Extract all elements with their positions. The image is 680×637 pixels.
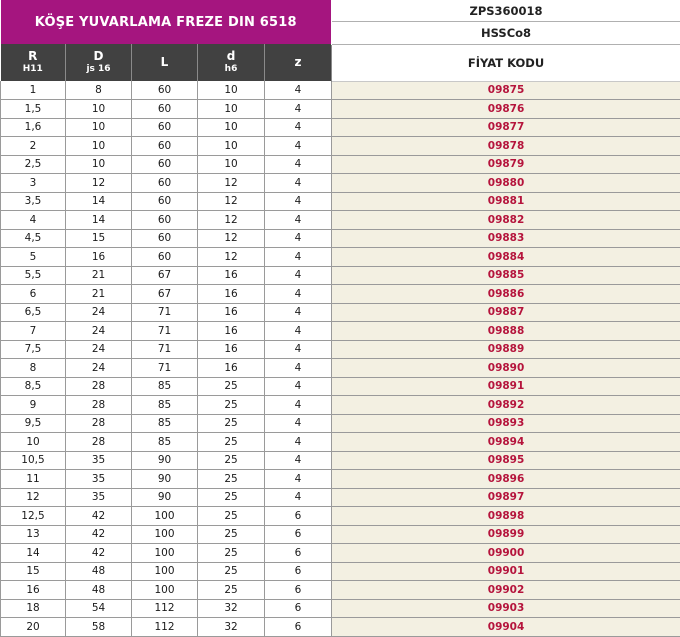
cell-z: 6	[265, 507, 332, 526]
cell-r: 4,5	[1, 229, 66, 248]
cell-z: 4	[265, 229, 332, 248]
table-row	[1, 100, 680, 119]
cell-d-big: 35	[66, 488, 132, 507]
cell-price-code: 09889	[332, 340, 680, 359]
cell-r: 4	[1, 211, 66, 230]
cell-z: 4	[265, 433, 332, 452]
cell-z: 6	[265, 599, 332, 618]
cell-l: 90	[132, 470, 198, 489]
cell-z: 6	[265, 525, 332, 544]
cell-z: 6	[265, 581, 332, 600]
cell-r: 3,5	[1, 192, 66, 211]
cell-d-small: 25	[198, 433, 265, 452]
cell-d-small: 25	[198, 414, 265, 433]
table-row	[1, 488, 680, 507]
cell-r: 12,5	[1, 507, 66, 526]
cell-d-big: 28	[66, 377, 132, 396]
cell-price-code: 09876	[332, 100, 680, 119]
column-header-d-big-main: D	[66, 50, 131, 63]
cell-l: 67	[132, 266, 198, 285]
cell-price-code: 09903	[332, 599, 680, 618]
cell-d-small: 25	[198, 581, 265, 600]
cell-z: 4	[265, 285, 332, 304]
cell-d-small: 16	[198, 285, 265, 304]
cell-d-big: 14	[66, 211, 132, 230]
cell-d-big: 28	[66, 414, 132, 433]
table-row	[1, 544, 680, 563]
cell-d-small: 25	[198, 562, 265, 581]
cell-price-code: 09904	[332, 618, 680, 637]
cell-z: 4	[265, 303, 332, 322]
table-row	[1, 285, 680, 304]
cell-price-code: 09902	[332, 581, 680, 600]
cell-d-small: 12	[198, 211, 265, 230]
cell-d-small: 12	[198, 174, 265, 193]
cell-z: 4	[265, 359, 332, 378]
cell-d-big: 42	[66, 507, 132, 526]
cell-r: 5,5	[1, 266, 66, 285]
cell-price-code: 09886	[332, 285, 680, 304]
cell-r: 1,5	[1, 100, 66, 119]
cell-d-big: 58	[66, 618, 132, 637]
column-header-d-small-sub: h6	[198, 63, 264, 76]
cell-r: 2	[1, 137, 66, 156]
cell-r: 6	[1, 285, 66, 304]
table-row	[1, 340, 680, 359]
cell-r: 15	[1, 562, 66, 581]
cell-l: 60	[132, 81, 198, 100]
cell-d-small: 25	[198, 377, 265, 396]
table-row	[1, 248, 680, 267]
cell-r: 12	[1, 488, 66, 507]
cell-d-small: 25	[198, 488, 265, 507]
cell-d-big: 28	[66, 433, 132, 452]
table-row	[1, 396, 680, 415]
cell-d-small: 25	[198, 470, 265, 489]
cell-d-big: 42	[66, 525, 132, 544]
cell-r: 2,5	[1, 155, 66, 174]
cell-l: 60	[132, 137, 198, 156]
cell-d-big: 10	[66, 118, 132, 137]
column-header-d-small	[198, 44, 265, 81]
cell-l: 85	[132, 396, 198, 415]
table-row	[1, 451, 680, 470]
cell-price-code: 09900	[332, 544, 680, 563]
cell-d-small: 12	[198, 229, 265, 248]
cell-l: 71	[132, 322, 198, 341]
cell-l: 60	[132, 229, 198, 248]
column-header-r-main: R	[1, 50, 66, 63]
cell-price-code: 09899	[332, 525, 680, 544]
cell-r: 8	[1, 359, 66, 378]
cell-r: 10,5	[1, 451, 66, 470]
cell-r: 14	[1, 544, 66, 563]
cell-price-code: 09881	[332, 192, 680, 211]
cell-z: 6	[265, 562, 332, 581]
column-header-r	[1, 44, 66, 81]
cell-price-code: 09897	[332, 488, 680, 507]
cell-d-big: 28	[66, 396, 132, 415]
cell-r: 3	[1, 174, 66, 193]
cell-d-big: 35	[66, 451, 132, 470]
cell-d-small: 12	[198, 248, 265, 267]
cell-l: 85	[132, 433, 198, 452]
cell-d-big: 10	[66, 155, 132, 174]
cell-r: 11	[1, 470, 66, 489]
cell-r: 10	[1, 433, 66, 452]
cell-r: 5	[1, 248, 66, 267]
cell-l: 85	[132, 414, 198, 433]
cell-r: 18	[1, 599, 66, 618]
cell-z: 4	[265, 322, 332, 341]
cell-r: 1	[1, 81, 66, 100]
cell-d-small: 16	[198, 322, 265, 341]
cell-l: 100	[132, 544, 198, 563]
table-row	[1, 118, 680, 137]
cell-d-big: 48	[66, 581, 132, 600]
cell-z: 4	[265, 396, 332, 415]
column-header-d-small-main: d	[198, 50, 264, 63]
table-row	[1, 229, 680, 248]
column-header-r-sub: H11	[1, 63, 66, 76]
cell-price-code: 09898	[332, 507, 680, 526]
cell-l: 60	[132, 192, 198, 211]
cell-d-small: 10	[198, 100, 265, 119]
cell-d-small: 10	[198, 137, 265, 156]
cell-z: 4	[265, 340, 332, 359]
cell-z: 4	[265, 192, 332, 211]
cell-d-small: 25	[198, 396, 265, 415]
cell-price-code: 09885	[332, 266, 680, 285]
column-header-l-main: L	[132, 56, 197, 69]
cell-l: 112	[132, 618, 198, 637]
table-row	[1, 303, 680, 322]
cell-l: 71	[132, 303, 198, 322]
cell-z: 4	[265, 100, 332, 119]
table-row	[1, 137, 680, 156]
table-row	[1, 562, 680, 581]
column-header-l	[132, 44, 198, 81]
cell-l: 90	[132, 451, 198, 470]
table-row	[1, 359, 680, 378]
cell-d-big: 12	[66, 174, 132, 193]
table-row	[1, 155, 680, 174]
cell-z: 4	[265, 118, 332, 137]
column-header-z	[265, 44, 332, 81]
cell-price-code: 09880	[332, 174, 680, 193]
cell-l: 67	[132, 285, 198, 304]
cell-d-big: 54	[66, 599, 132, 618]
cell-d-big: 21	[66, 266, 132, 285]
table-row	[1, 322, 680, 341]
cell-r: 8,5	[1, 377, 66, 396]
cell-d-small: 32	[198, 599, 265, 618]
cell-d-big: 35	[66, 470, 132, 489]
cell-l: 112	[132, 599, 198, 618]
cell-d-small: 25	[198, 525, 265, 544]
table-row	[1, 618, 680, 637]
cell-d-small: 16	[198, 340, 265, 359]
cell-d-small: 16	[198, 359, 265, 378]
cell-d-big: 10	[66, 137, 132, 156]
cell-l: 71	[132, 340, 198, 359]
cell-l: 60	[132, 100, 198, 119]
cell-price-code: 09882	[332, 211, 680, 230]
cell-r: 20	[1, 618, 66, 637]
cell-price-code: 09879	[332, 155, 680, 174]
table-body	[1, 81, 680, 636]
column-header-d-big	[66, 44, 132, 81]
cell-r: 9,5	[1, 414, 66, 433]
cell-l: 71	[132, 359, 198, 378]
cell-price-code: 09894	[332, 433, 680, 452]
table-row	[1, 81, 680, 100]
cell-z: 4	[265, 377, 332, 396]
cell-l: 100	[132, 525, 198, 544]
cell-r: 9	[1, 396, 66, 415]
table-row	[1, 581, 680, 600]
column-header-d-big-sub: js 16	[66, 63, 131, 76]
cell-z: 4	[265, 81, 332, 100]
cell-z: 4	[265, 137, 332, 156]
cell-z: 4	[265, 470, 332, 489]
cell-d-big: 21	[66, 285, 132, 304]
cell-z: 4	[265, 414, 332, 433]
cell-z: 4	[265, 488, 332, 507]
cell-z: 4	[265, 211, 332, 230]
cell-r: 7,5	[1, 340, 66, 359]
table-row	[1, 525, 680, 544]
cell-l: 60	[132, 174, 198, 193]
cell-d-big: 24	[66, 340, 132, 359]
cell-r: 7	[1, 322, 66, 341]
cell-d-small: 32	[198, 618, 265, 637]
table-row	[1, 211, 680, 230]
cell-l: 90	[132, 488, 198, 507]
cell-d-small: 10	[198, 118, 265, 137]
cell-price-code: 09891	[332, 377, 680, 396]
cell-price-code: 09890	[332, 359, 680, 378]
cell-l: 60	[132, 118, 198, 137]
cell-price-code: 09893	[332, 414, 680, 433]
cell-d-small: 10	[198, 81, 265, 100]
cell-l: 100	[132, 581, 198, 600]
cell-price-code: 09875	[332, 81, 680, 100]
cell-z: 4	[265, 266, 332, 285]
cell-d-small: 25	[198, 507, 265, 526]
table-row	[1, 377, 680, 396]
cell-d-big: 24	[66, 303, 132, 322]
cell-d-big: 24	[66, 322, 132, 341]
table-row	[1, 599, 680, 618]
cell-l: 85	[132, 377, 198, 396]
cell-d-small: 10	[198, 155, 265, 174]
table-row	[1, 174, 680, 193]
cell-z: 6	[265, 544, 332, 563]
cell-d-small: 16	[198, 266, 265, 285]
cell-d-big: 48	[66, 562, 132, 581]
cell-price-code: 09877	[332, 118, 680, 137]
cell-price-code: 09878	[332, 137, 680, 156]
table-row	[1, 470, 680, 489]
cell-r: 16	[1, 581, 66, 600]
column-header-price-code: FİYAT KODU	[332, 44, 680, 81]
cell-z: 4	[265, 155, 332, 174]
cell-d-big: 14	[66, 192, 132, 211]
cell-d-small: 25	[198, 544, 265, 563]
cell-price-code: 09884	[332, 248, 680, 267]
cell-l: 100	[132, 507, 198, 526]
cell-r: 1,6	[1, 118, 66, 137]
cell-price-code: 09895	[332, 451, 680, 470]
table-row	[1, 433, 680, 452]
cell-l: 60	[132, 211, 198, 230]
column-header-z-main: z	[265, 56, 331, 69]
cell-z: 4	[265, 174, 332, 193]
cell-d-big: 15	[66, 229, 132, 248]
cell-z: 4	[265, 451, 332, 470]
cell-d-big: 42	[66, 544, 132, 563]
cell-l: 100	[132, 562, 198, 581]
cell-d-big: 24	[66, 359, 132, 378]
cell-price-code: 09887	[332, 303, 680, 322]
cell-d-small: 25	[198, 451, 265, 470]
cell-price-code: 09892	[332, 396, 680, 415]
cell-price-code: 09901	[332, 562, 680, 581]
product-code: ZPS360018	[332, 0, 680, 22]
cell-price-code: 09883	[332, 229, 680, 248]
table-row	[1, 266, 680, 285]
cell-r: 6,5	[1, 303, 66, 322]
material-label: HSSCo8	[332, 22, 680, 44]
cell-price-code: 09896	[332, 470, 680, 489]
cell-d-big: 10	[66, 100, 132, 119]
cell-d-big: 8	[66, 81, 132, 100]
cell-l: 60	[132, 155, 198, 174]
cell-d-small: 12	[198, 192, 265, 211]
table-row	[1, 507, 680, 526]
cell-d-big: 16	[66, 248, 132, 267]
cell-r: 13	[1, 525, 66, 544]
table-row	[1, 414, 680, 433]
cell-price-code: 09888	[332, 322, 680, 341]
cell-d-small: 16	[198, 303, 265, 322]
table-title: KÖŞE YUVARLAMA FREZE DIN 6518	[1, 0, 332, 44]
cell-z: 4	[265, 248, 332, 267]
cell-l: 60	[132, 248, 198, 267]
cell-z: 6	[265, 618, 332, 637]
table-row	[1, 192, 680, 211]
